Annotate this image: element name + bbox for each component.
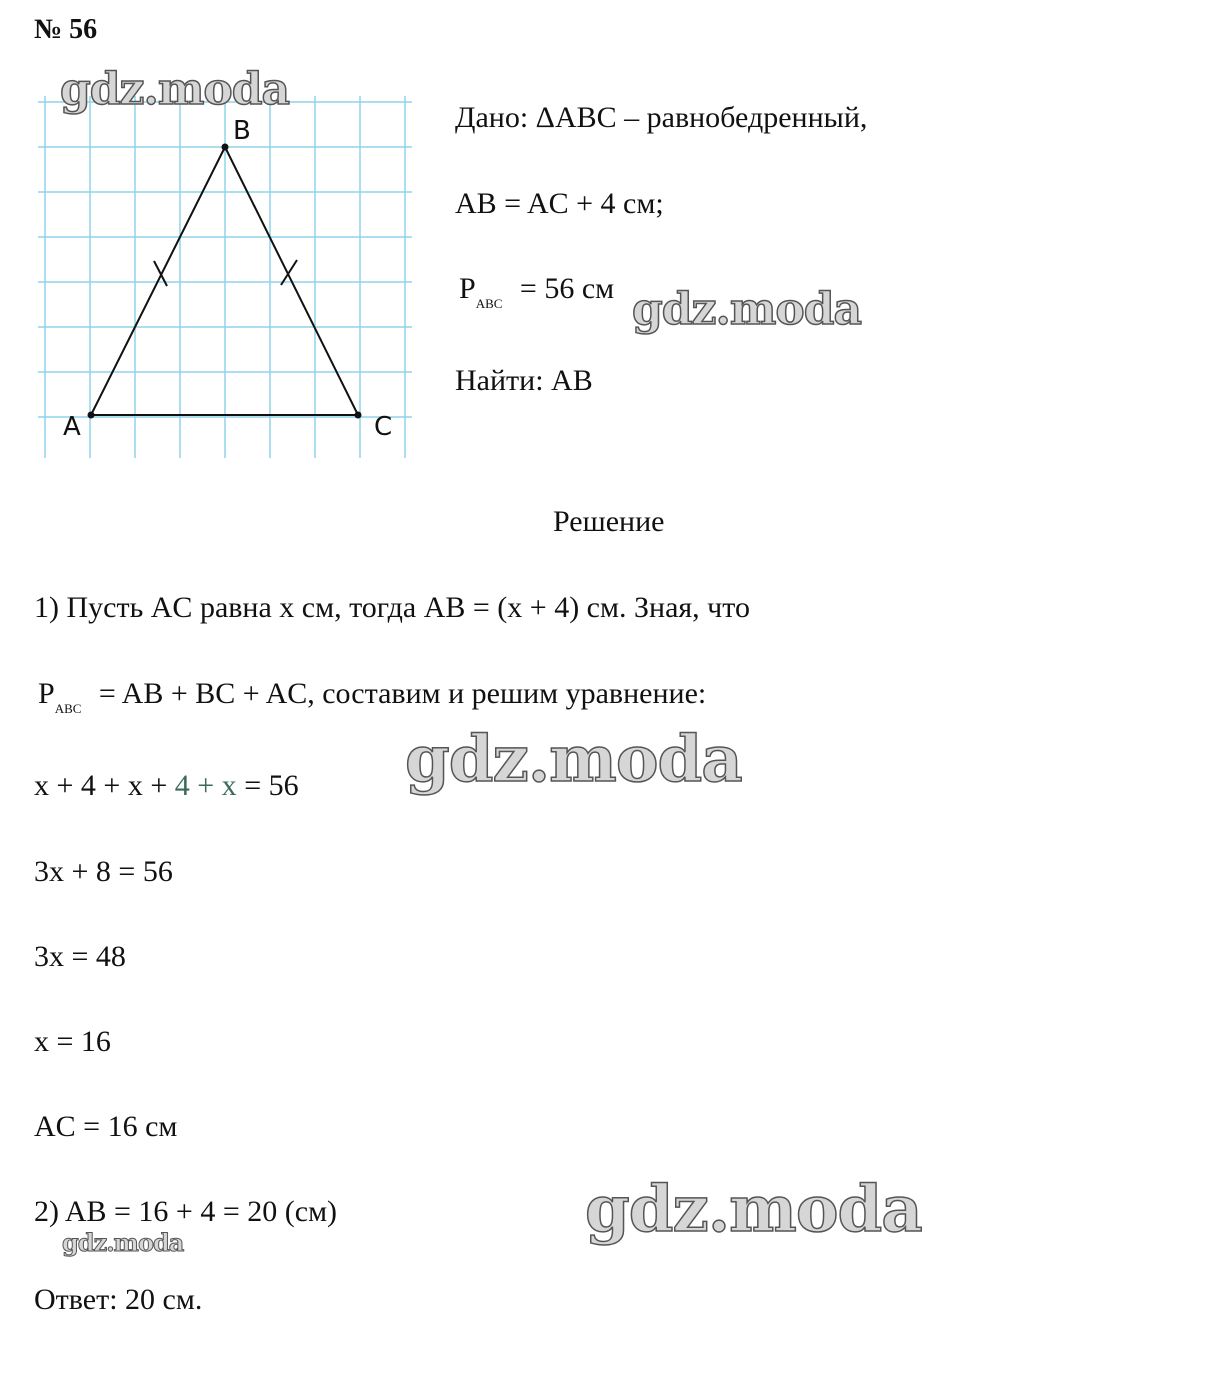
equation-3: 3x = 48 (34, 940, 126, 973)
ac-result: AC = 16 см (34, 1110, 178, 1143)
perimeter-value: = 56 см (519, 272, 615, 305)
side-bc (225, 147, 358, 415)
watermark-4: gdz.moda (585, 1172, 922, 1247)
vertex-c-dot (355, 412, 362, 419)
vertex-a-dot (88, 412, 95, 419)
watermark-2: gdz.moda (632, 284, 862, 335)
perimeter-subscript: ABC (475, 296, 503, 311)
given-line-2: AB = AC + 4 см; (455, 187, 664, 220)
vertex-b-label: B (233, 116, 251, 146)
given-perimeter (459, 272, 615, 311)
vertex-a-label: A (63, 412, 81, 442)
perimeter-symbol: P (459, 272, 476, 305)
equation-1-part-1: x + 4 + x + (34, 769, 175, 802)
equation-2: 3x + 8 = 56 (34, 855, 173, 888)
formula-p: P (38, 677, 55, 710)
equation-1-highlight: 4 + x (174, 769, 237, 802)
side-ab (91, 147, 225, 415)
solution-step-1: 1) Пусть AC равна x см, тогда AB = (x + 4) см. Зная, что (34, 591, 750, 624)
formula-rest: = AB + BC + AC, составим и решим уравнение: (98, 677, 707, 710)
vertex-b-dot (222, 144, 229, 151)
solution-heading: Решение (553, 505, 665, 538)
equation-1-part-3: = 56 (236, 769, 299, 802)
solution-step-2: 2) AB = 16 + 4 = 20 (см) (34, 1195, 338, 1228)
given-line-1: Дано: ΔABC – равнобедренный, (455, 101, 868, 134)
given-find: Найти: AB (455, 364, 593, 397)
equation-4: x = 16 (34, 1025, 111, 1058)
watermark-1: gdz.moda (60, 64, 290, 115)
watermark-5: gdz.moda (62, 1228, 184, 1257)
problem-number: № 56 (34, 14, 98, 45)
answer: Ответ: 20 см. (34, 1283, 203, 1316)
formula-subscript: ABC (54, 701, 82, 716)
solution-formula (38, 677, 707, 716)
watermark-3: gdz.moda (405, 722, 742, 797)
equation-1 (34, 769, 299, 803)
vertex-c-label: C (374, 412, 393, 442)
